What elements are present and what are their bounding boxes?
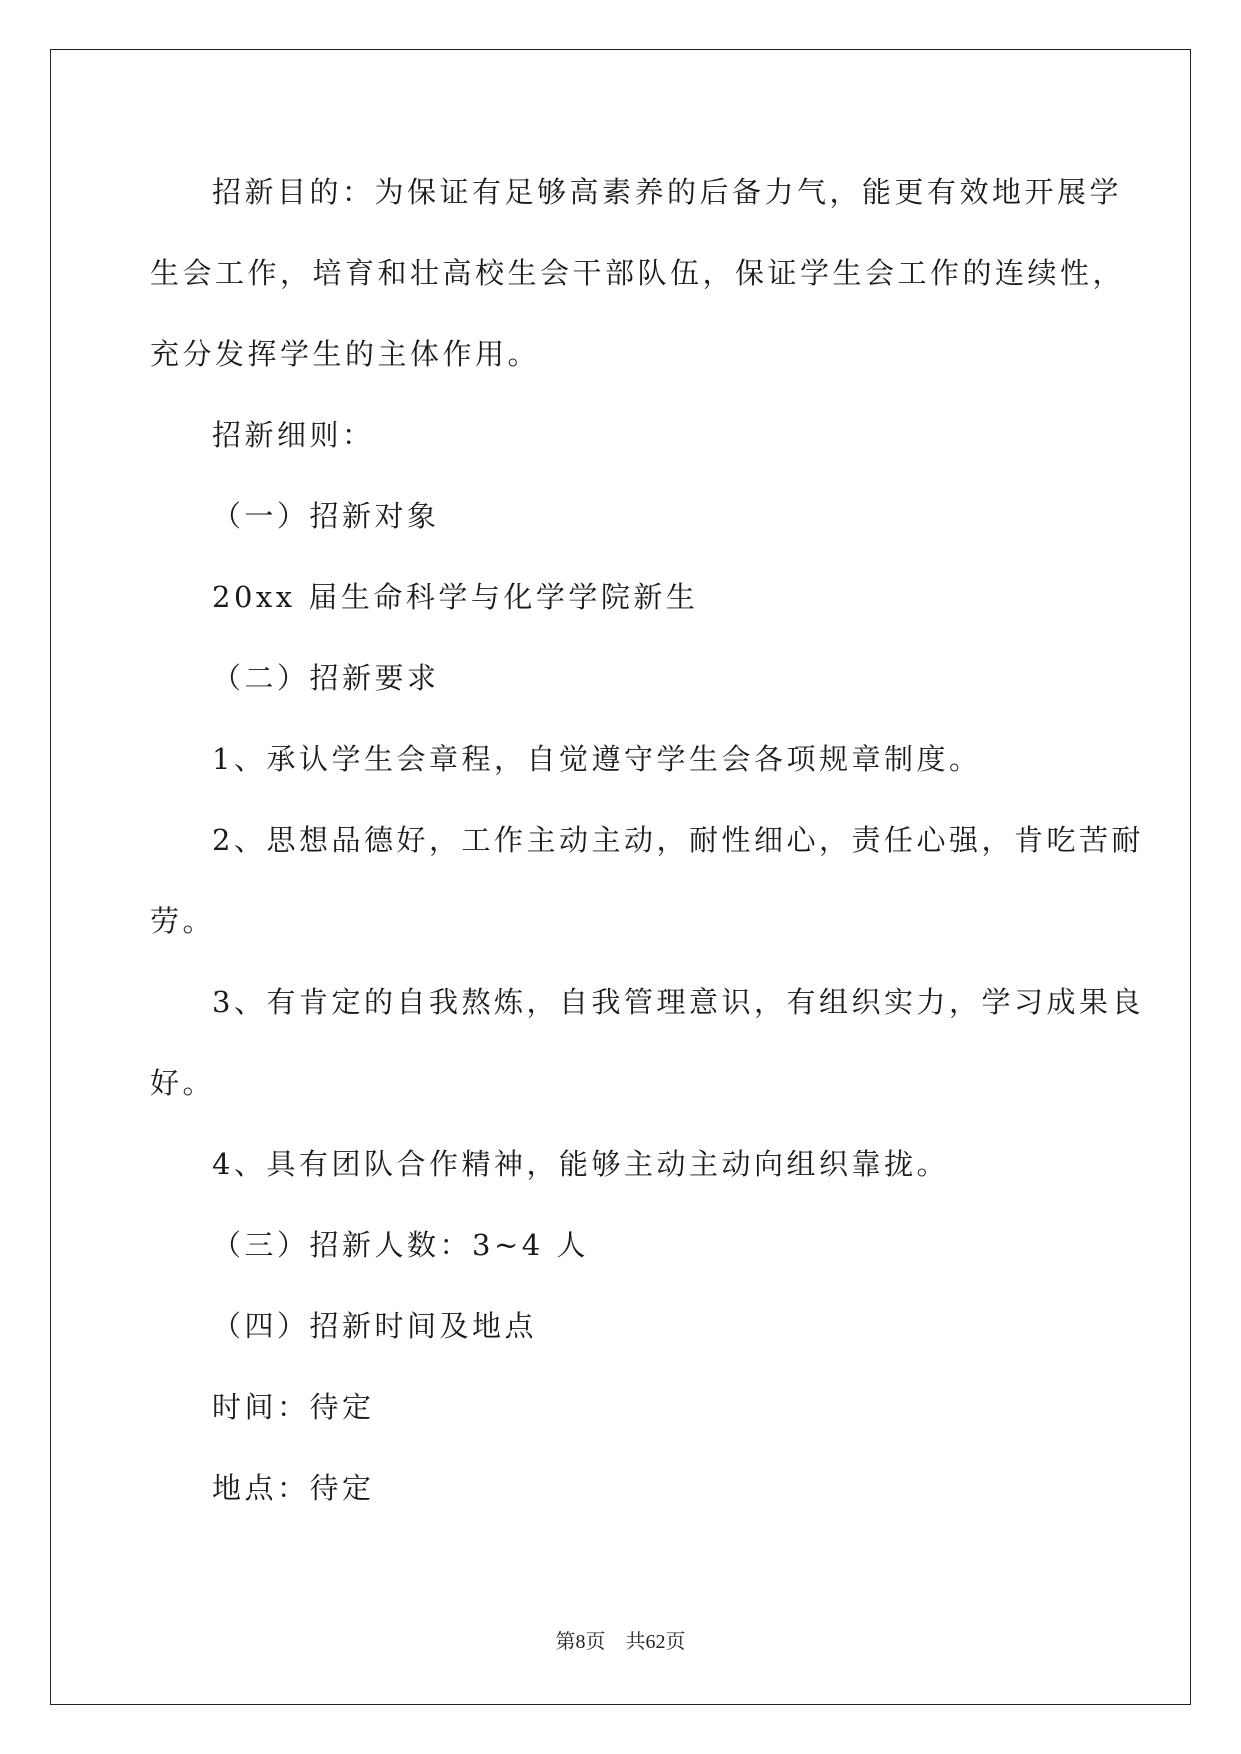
paragraph-purpose-line-1: 招新目的：为保证有足够高素养的后备力气，能更有效地开展学 [212,175,1123,209]
requirement-4: 4、具有团队合作精神，能够主动主动向组织靠拢。 [212,1147,949,1181]
requirement-3-line-1: 3、有肯定的自我熬炼，自我管理意识，有组织实力，学习成果良 [212,985,1144,1019]
requirement-2-line-2: 劳。 [150,904,216,938]
page-label-suffix: 页 [585,1631,606,1653]
requirement-1: 1、承认学生会章程，自觉遵守学生会各项规章制度。 [212,742,982,776]
heading-quota: （三）招新人数：3~4 人 [212,1228,589,1262]
requirement-3-line-2: 好。 [150,1066,216,1100]
page-footer [0,1625,1241,1654]
total-label-suffix: 页 [665,1631,686,1653]
total-pages: 62 [645,1631,666,1653]
heading-target: （一）招新对象 [212,499,440,533]
target-description: 20xx 届生命科学与化学学院新生 [212,580,699,614]
heading-time-location: （四）招新时间及地点 [212,1309,538,1343]
requirement-2-line-1: 2、思想品德好，工作主动主动，耐性细心，责任心强，肯吃苦耐 [212,823,1144,857]
heading-rules: 招新细则： [212,418,375,452]
heading-requirements: （二）招新要求 [212,661,440,695]
location-value: 地点：待定 [212,1471,375,1505]
total-label-prefix: 共 [625,1631,646,1653]
page-number: 8 [575,1631,586,1653]
time-value: 时间：待定 [212,1390,375,1424]
page-label-prefix: 第 [555,1631,576,1653]
paragraph-purpose-line-3: 充分发挥学生的主体作用。 [150,337,541,371]
page-border [50,49,1191,1705]
paragraph-purpose-line-2: 生会工作，培育和壮高校生会干部队伍，保证学生会工作的连续性， [150,256,1126,290]
